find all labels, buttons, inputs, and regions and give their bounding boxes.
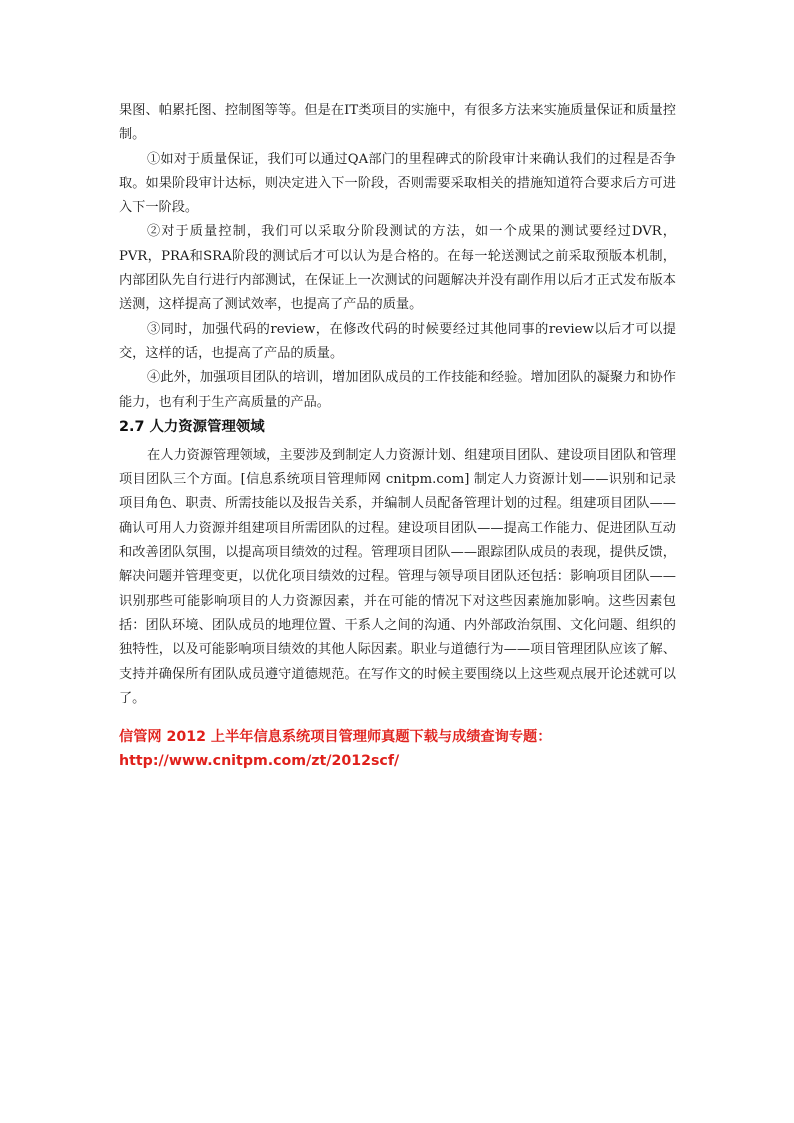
document-body <box>119 99 676 773</box>
paragraph-quality-control: ②对于质量控制，我们可以采取分阶段测试的方法，如一个成果的测试要经过DVR，PVR，PRA和SRA阶段的测试后才可以认为是合格的。在每一轮送测试之前采取预版本机制，内部团队先自行进行内部测试，在保证上一次测试的问题解决并没有副作用以后才正式发布版本送测，这样提高了测试效率，也提高了产品的质量。 <box>119 224 676 313</box>
section-heading-hr: 2.7 人力资源管理领域 <box>119 418 265 435</box>
promo-block <box>119 725 676 773</box>
promo-link[interactable]: http://www.cnitpm.com/zt/2012scf/ <box>119 753 400 770</box>
paragraph-hr-management: 在人力资源管理领域，主要涉及到制定人力资源计划、组建项目团队、建设项目团队和管理项目团队三个方面。[信息系统项目管理师网 cnitpm.com] 制定人力资源计划——识别和记录项目角色、职责、所需技能以及报告关系，并编制人员配备管理计划的过程。组建项目团队——确认可用人力资源并组建项目所需团队的过程。建设项目团队——提高工作能力、促进团队互动和改善团队氛围，以提高项目绩效的过程。管理项目团队——跟踪团队成员的表现，提供反馈，解决问题并管理变更，以优化项目绩效的过程。管理与领导项目团队还包括：影响项目团队——识别那些可能影响项目的人力资源因素，并在可能的情况下对这些因素施加影响。这些因素包括：团队环境、团队成员的地理位置、干系人之间的沟通、内外部政治氛围、文化问题、组织的独特性，以及可能影响项目绩效的其他人际因素。职业与道德行为——项目管理团队应该了解、支持并确保所有团队成员遵守道德规范。在写作文的时候主要围绕以上这些观点展开论述就可以了。 <box>119 447 676 706</box>
paragraph-quality-assurance: ①如对于质量保证，我们可以通过QA部门的里程碑式的阶段审计来确认我们的过程是否争取。如果阶段审计达标，则决定进入下一阶段，否则需要采取相关的措施知道符合要求后方可进入下一阶段。 <box>119 151 676 216</box>
promo-title: 信管网 2012 上半年信息系统项目管理师真题下载与成绩查询专题： <box>119 729 552 746</box>
paragraph-quality-methods: 果图、帕累托图、控制图等等。但是在IT类项目的实施中，有很多方法来实施质量保证和质量控制。 <box>119 103 676 143</box>
paragraph-code-review: ③同时，加强代码的review，在修改代码的时候要经过其他同事的review以后才可以提交，这样的话，也提高了产品的质量。 <box>119 321 676 361</box>
paragraph-team-training: ④此外，加强项目团队的培训，增加团队成员的工作技能和经验。增加团队的凝聚力和协作能力，也有利于生产高质量的产品。 <box>119 370 676 410</box>
